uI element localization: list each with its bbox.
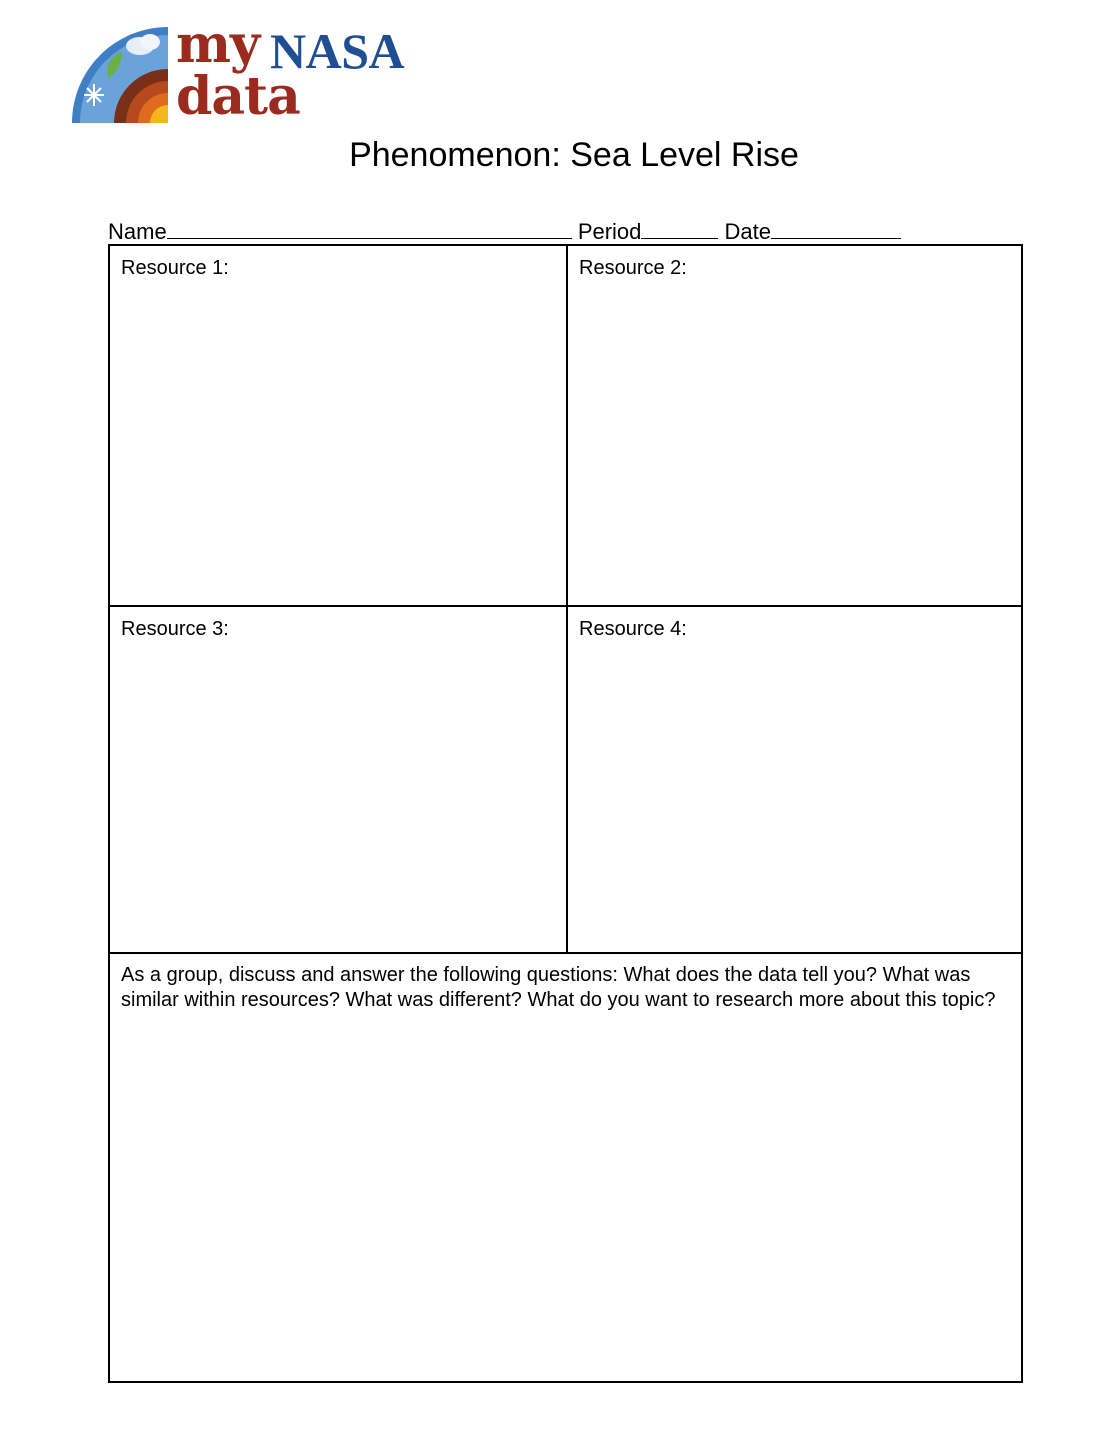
earth-layers-icon: [70, 22, 180, 124]
period-label: Period: [577, 219, 642, 244]
resource-2-box[interactable]: [568, 246, 1023, 605]
resource-3-box[interactable]: [110, 607, 566, 952]
logo-word-my: my: [176, 14, 260, 75]
logo-word-data: data: [176, 66, 300, 127]
page-title: Phenomenon: Sea Level Rise: [349, 136, 799, 174]
resource-2-label: Resource 2:: [579, 257, 687, 279]
row-divider-2: [110, 952, 1021, 954]
resource-3-label: Resource 3:: [121, 618, 229, 640]
resource-1-label: Resource 1:: [121, 257, 229, 279]
worksheet-grid: [108, 244, 1023, 1383]
group-questions-prompt: As a group, discuss and answer the following questions: What does the data tell you? What was similar within resources? What was different? What do you want to research more about this topic?: [121, 964, 996, 1011]
period-blank[interactable]: [641, 216, 718, 239]
logo-word-nasa: NASA: [270, 23, 405, 79]
resource-4-box[interactable]: [568, 607, 1023, 952]
my-nasa-data-logo: [70, 14, 420, 127]
resource-1-box[interactable]: [110, 246, 566, 605]
date-label: Date: [724, 219, 772, 244]
student-info-line: [108, 216, 901, 247]
resource-4-label: Resource 4:: [579, 618, 687, 640]
date-blank[interactable]: [771, 216, 901, 239]
name-blank[interactable]: [167, 216, 572, 239]
name-label: Name: [108, 219, 167, 244]
